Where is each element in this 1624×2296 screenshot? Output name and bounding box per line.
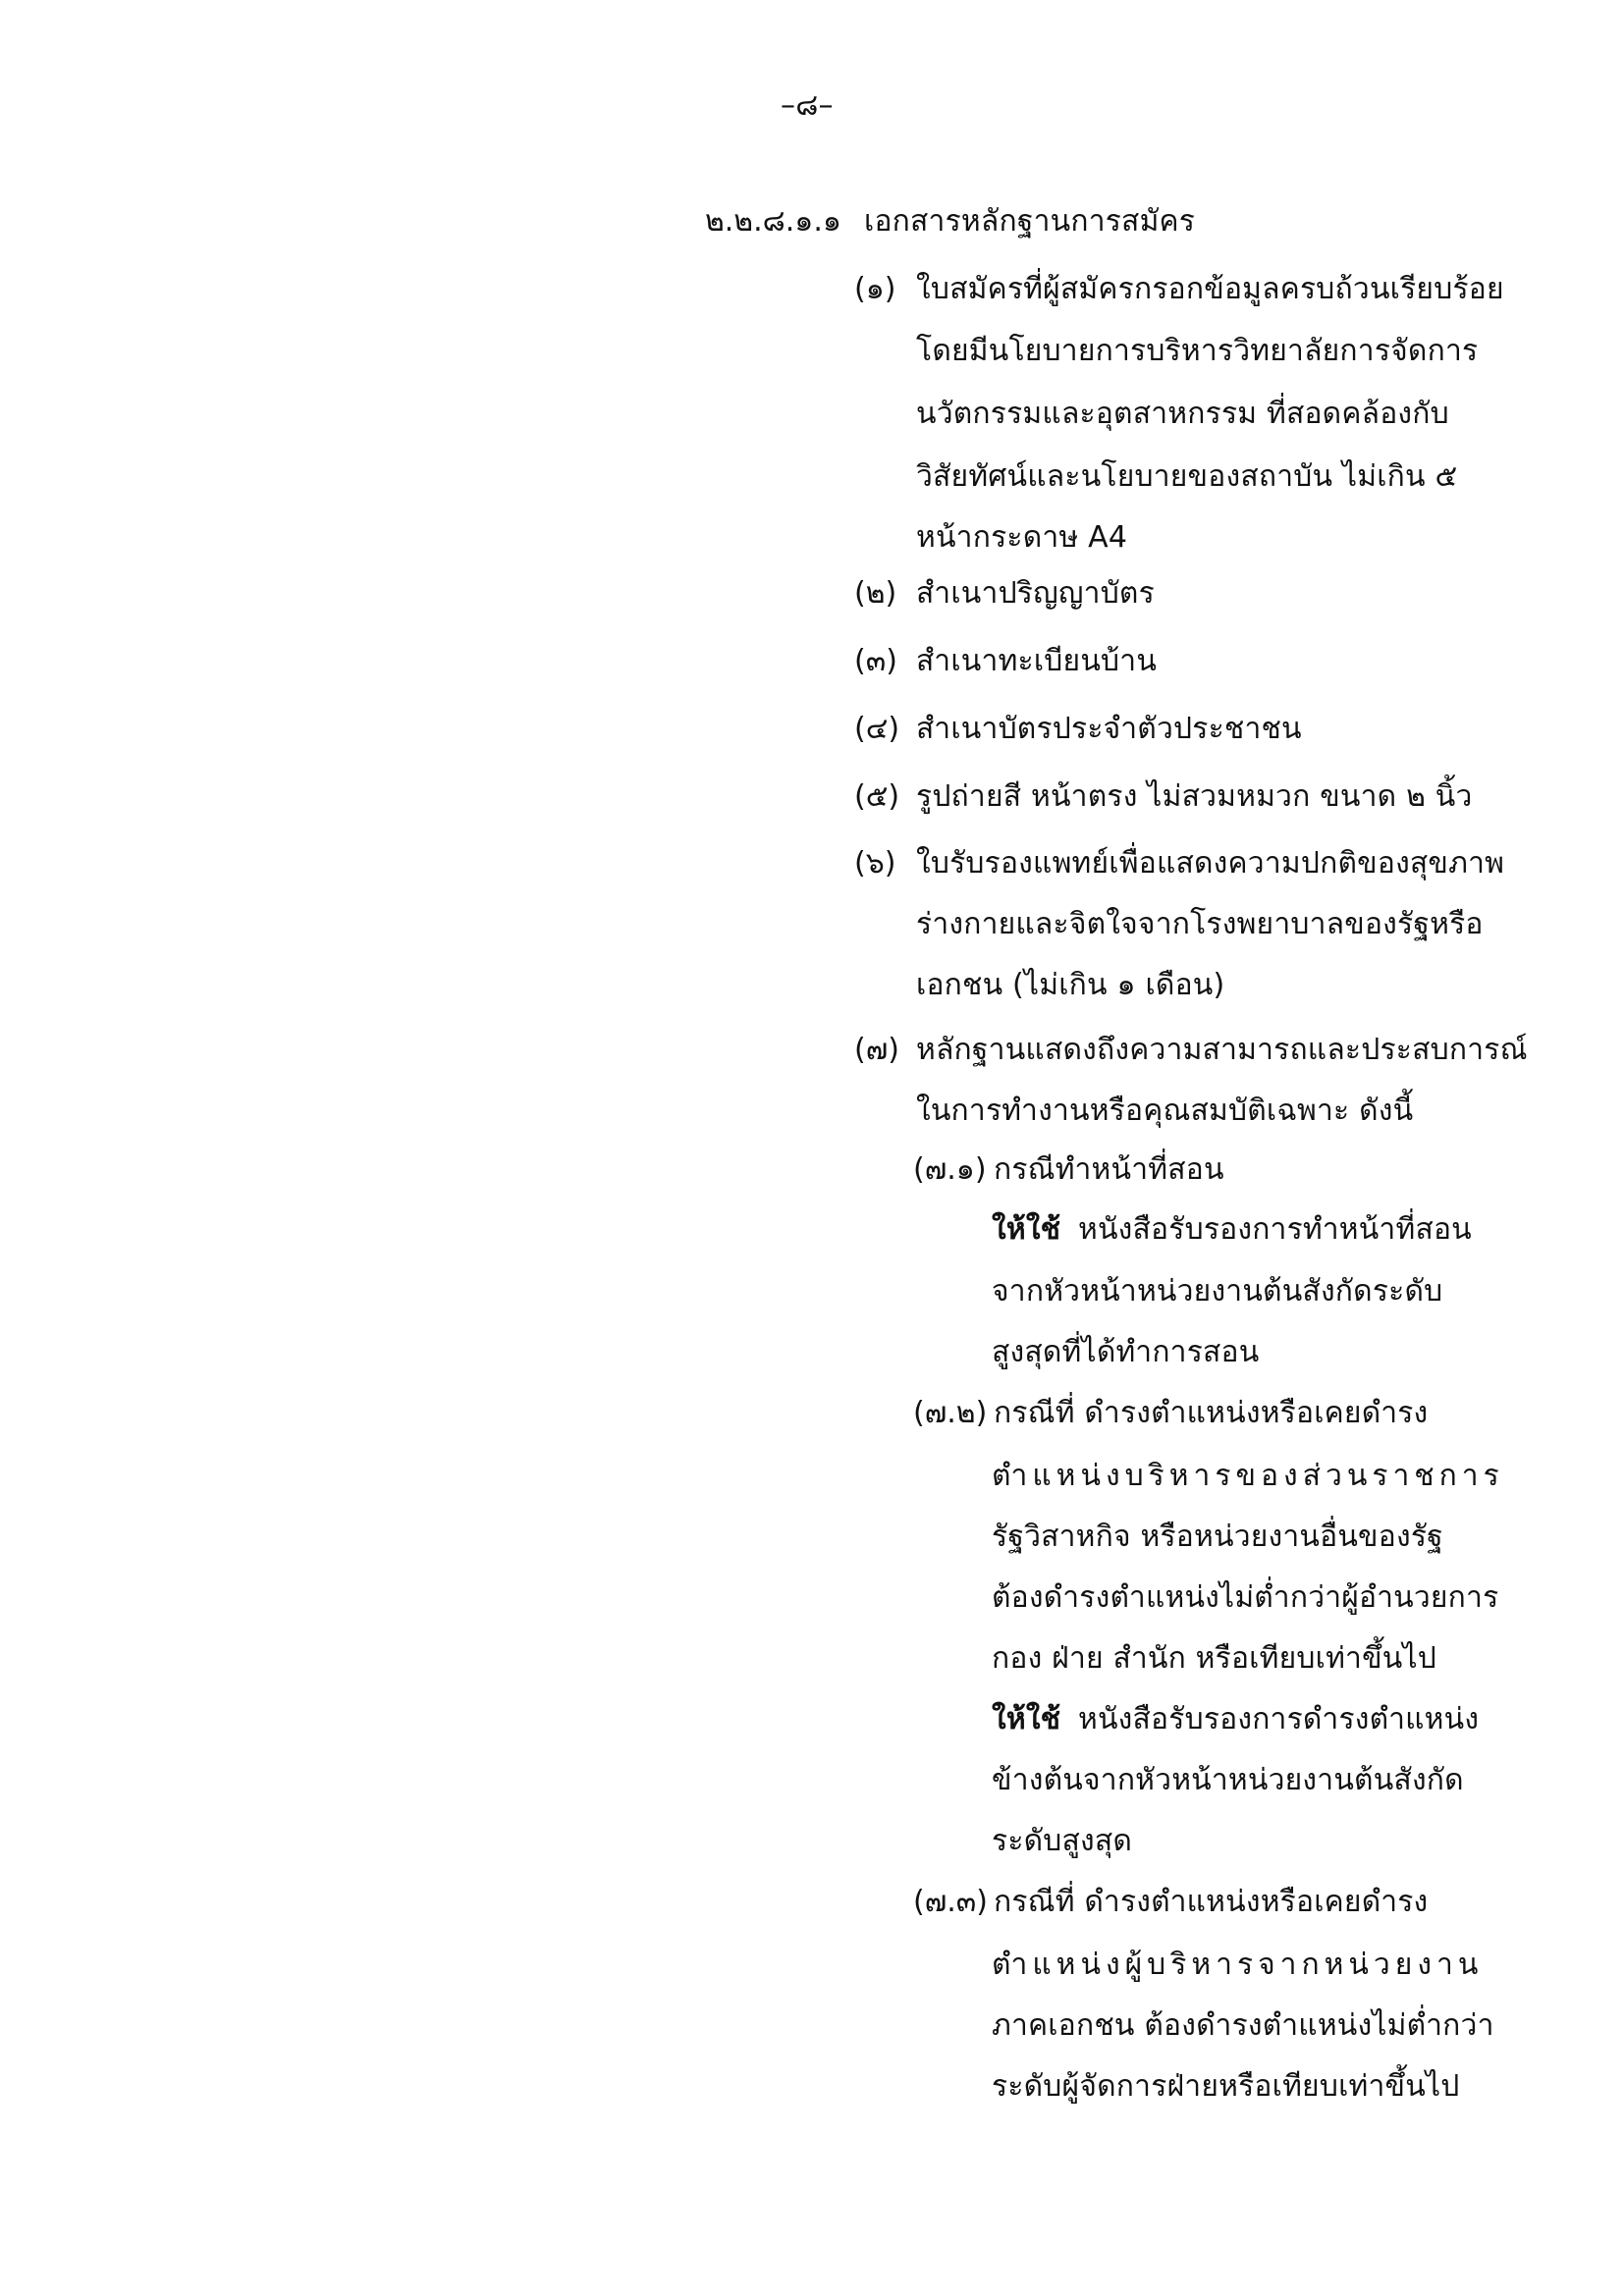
sub-7-1-use-line-1: หนังสือรับรองการทำหน้าที่สอน (1078, 1212, 1472, 1247)
item-5-number: (๕) (854, 779, 900, 814)
sub-7-2-use-line-1: หนังสือรับรองการดำรงตำแหน่ง (1078, 1702, 1480, 1736)
sub-7-2-line-3: รัฐวิสาหกิจ หรือหน่วยงานอื่นของรัฐ (992, 1520, 1443, 1554)
item-3-text: สำเนาทะเบียนบ้าน (916, 644, 1158, 678)
sub-7-3-line-4: ระดับผู้จัดการฝ่ายหรือเทียบเท่าขึ้นไป (992, 2069, 1460, 2104)
item-6-line-3: เอกชน (ไม่เกิน ๑ เดือน) (916, 968, 1225, 1002)
item-6-number: (๖) (854, 846, 896, 881)
page-number: –๘– (781, 88, 834, 123)
item-7-number: (๗) (854, 1033, 899, 1067)
sub-7-2-number: (๗.๒) (913, 1396, 988, 1430)
item-4-number: (๔) (854, 712, 900, 746)
sub-7-1-use-line-2: จากหัวหน้าหน่วยงานต้นสังกัดระดับ (992, 1274, 1443, 1308)
item-1-line-1: ใบสมัครที่ผู้สมัครกรอกข้อมูลครบถ้วนเรียบร้อย (916, 272, 1504, 306)
sub-7-2-use-line-2: ข้างต้นจากหัวหน้าหน่วยงานต้นสังกัด (992, 1763, 1464, 1797)
item-3-number: (๓) (854, 644, 897, 678)
item-6-line-2: ร่างกายและจิตใจจากโรงพยาบาลของรัฐหรือ (916, 907, 1484, 941)
item-1-line-5: หน้ากระดาษ A4 (916, 520, 1128, 555)
item-7-line-2: ในการทำงานหรือคุณสมบัติเฉพาะ ดังนี้ (916, 1094, 1414, 1128)
sub-7-1-number: (๗.๑) (913, 1152, 987, 1187)
sub-7-2-line-1: กรณีที่ ดำรงตำแหน่งหรือเคยดำรง (994, 1396, 1429, 1430)
item-1-line-3: นวัตกรรมและอุตสาหกรรม ที่สอดคล้องกับ (916, 397, 1449, 431)
item-2-text: สำเนาปริญญาบัตร (916, 576, 1155, 611)
sub-7-3-line-1: กรณีที่ ดำรงตำแหน่งหรือเคยดำรง (994, 1885, 1429, 1919)
item-7-line-1: หลักฐานแสดงถึงความสามารถและประสบการณ์ (916, 1033, 1528, 1067)
section-title: เอกสารหลักฐานการสมัคร (864, 204, 1196, 239)
item-5-text: รูปถ่ายสี หน้าตรง ไม่สวมหมวก ขนาด ๒ นิ้ว (916, 779, 1473, 814)
sub-7-1-text: กรณีทำหน้าที่สอน (994, 1152, 1224, 1187)
sub-7-3-number: (๗.๓) (913, 1885, 989, 1919)
sub-7-2-use-label: ให้ใช้ (992, 1702, 1061, 1736)
sub-7-1-use-line-3: สูงสุดที่ได้ทำการสอน (992, 1335, 1260, 1369)
sub-7-3-line-2: ตำแหน่งผู้บริหารจากหน่วยงาน (992, 1948, 1484, 1982)
sub-7-1-use-label: ให้ใช้ (992, 1212, 1061, 1247)
item-2-number: (๒) (854, 576, 897, 611)
sub-7-3-line-3: ภาคเอกชน ต้องดำรงตำแหน่งไม่ต่ำกว่า (992, 2008, 1494, 2043)
item-4-text: สำเนาบัตรประจำตัวประชาชน (916, 712, 1302, 746)
item-1-number: (๑) (854, 272, 896, 306)
sub-7-2-use-line-3: ระดับสูงสุด (992, 1824, 1133, 1858)
sub-7-2-line-2: ตำแหน่งบริหารของส่วนราชการ (992, 1459, 1504, 1493)
item-1-line-4: วิสัยทัศน์และนโยบายของสถาบัน ไม่เกิน ๕ (916, 459, 1458, 494)
sub-7-2-line-5: กอง ฝ่าย สำนัก หรือเทียบเท่าขึ้นไป (992, 1641, 1437, 1676)
item-6-line-1: ใบรับรองแพทย์เพื่อแสดงความปกติของสุขภาพ (916, 846, 1505, 881)
item-1-line-2: โดยมีนโยบายการบริหารวิทยาลัยการจัดการ (916, 334, 1479, 368)
sub-7-2-line-4: ต้องดำรงตำแหน่งไม่ต่ำกว่าผู้อำนวยการ (992, 1580, 1499, 1615)
section-number: ๒.๒.๘.๑.๑ (705, 204, 841, 239)
